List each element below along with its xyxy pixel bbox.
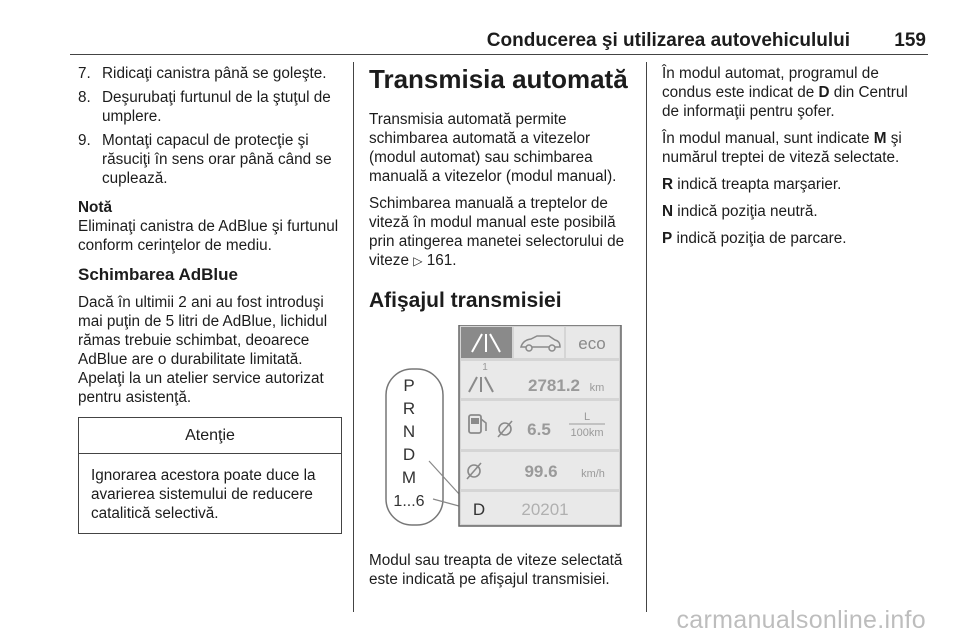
consumption-unit-bottom: 100km: [570, 427, 604, 439]
warning-text: Ignorarea acestora poate duce la avarierea sistemului de reducere catalitică selectivă.: [91, 467, 316, 522]
step-7: [78, 64, 342, 83]
gear-label-n: N: [402, 422, 416, 441]
text: şi numărul treptei de viteză selectate.: [662, 130, 902, 166]
gear-label-d: D: [402, 445, 416, 464]
text: indică poziţia neutră.: [673, 203, 818, 220]
middle-column: [369, 64, 637, 597]
car-wheel-icon: [549, 345, 555, 351]
figure-caption: Modul sau treapta de viteze selectată este indicată pe afişajul transmisiei.: [369, 552, 623, 588]
step-number: 8.: [78, 89, 91, 106]
page-number: 159: [894, 30, 926, 51]
car-wheel-icon: [526, 345, 532, 351]
right-column: [662, 64, 926, 256]
paragraph-park: [662, 229, 926, 248]
column-divider-2: [646, 62, 647, 612]
speed-value: 99.6: [524, 462, 558, 481]
speed-unit: km/h: [581, 468, 605, 480]
left-column: [78, 64, 342, 534]
step-text: Montaţi capacul de protecţie şi răsuciţi în sens orar până când se cuplează.: [102, 132, 332, 187]
note-title: Notă: [78, 199, 112, 216]
page-header: [70, 28, 928, 55]
paragraph-neutral: [662, 202, 926, 221]
tab-car: [514, 327, 564, 358]
section-heading-adblue: Schimbarea AdBlue: [78, 265, 238, 284]
superscript-label: 1: [482, 362, 488, 373]
bold-symbol-d: D: [818, 84, 830, 101]
step-text: Deşurubaţi furtunul de la ştuţul de umplere.: [102, 89, 331, 125]
text: indică treapta marşarier.: [673, 176, 842, 193]
gear-label-manual-range: 1...6: [393, 493, 425, 510]
text: din Centrul de informaţii pentru şofer.: [662, 84, 908, 120]
step-8: [78, 88, 342, 126]
manual-text: Schimbarea manuală a treptelor de viteză în modul manual este posibilă prin atingerea manetei selectorului de viteze: [369, 195, 625, 269]
text: În modul manual, sunt indicate: [662, 130, 874, 147]
warning-title: Atenţie: [79, 418, 341, 454]
column-divider-1: [353, 62, 354, 612]
text: indică poziţia de parcare.: [672, 230, 847, 247]
page-reference[interactable]: 161.: [426, 252, 457, 269]
page-reference-icon: ▷: [413, 254, 423, 268]
odometer-value: 2781.2: [528, 376, 580, 395]
trip-value: 20201: [521, 500, 569, 519]
bold-symbol-p: P: [662, 230, 673, 247]
paragraph-reverse: [662, 175, 926, 194]
text: În modul automat, programul de condus este indicat de: [662, 65, 879, 101]
transmission-intro: Transmisia automată permite schimbarea automată a vitezelor (modul automat) sau schimbarea manuală a vitezelor (modul manual).: [369, 111, 617, 185]
gear-label-p: P: [403, 376, 415, 395]
transmission-display-illustration: [369, 325, 631, 537]
odometer-unit: km: [589, 382, 605, 394]
note-text: Eliminaţi canistra de AdBlue şi furtunul conform cerinţelor de mediu.: [78, 218, 339, 254]
step-text: Ridicaţi canistra până se goleşte.: [102, 65, 327, 82]
bold-symbol-n: N: [662, 203, 674, 220]
subsection-title-display: Afişajul transmisiei: [369, 289, 562, 312]
gear-label-m: M: [401, 468, 417, 487]
section-text-adblue: Dacă în ultimii 2 ani au fost introduşi mai puţin de 5 litri de AdBlue, lichidul rămas trebuie schimbat, deoarece AdBlue are o durabilitate limitată. Apelaţi la un atelier service autorizat pentru asistenţă.: [78, 294, 328, 406]
step-number: 7.: [78, 65, 91, 82]
section-title-transmission: Transmisia automată: [369, 64, 628, 94]
page-title: Conducerea şi utilizarea autovehiculului: [486, 30, 850, 51]
eco-label: eco: [578, 334, 606, 353]
step-number: 9.: [78, 132, 91, 149]
gear-label-r: R: [402, 399, 416, 418]
step-9: [78, 131, 342, 188]
transmission-display-figure: [369, 325, 631, 537]
transmission-manual-text: [369, 194, 637, 271]
paragraph-manual-mode: [662, 129, 926, 167]
fuel-pump-window-icon: [471, 418, 479, 424]
bold-symbol-m: M: [873, 130, 887, 147]
watermark: carmanualsonline.info: [676, 606, 926, 634]
bold-symbol-r: R: [662, 176, 674, 193]
paragraph-auto-mode: [662, 64, 926, 121]
consumption-value: 6.5: [527, 420, 551, 439]
gear-indicator: D: [472, 500, 486, 519]
consumption-unit-top: L: [583, 411, 591, 423]
warning-box: [78, 417, 342, 534]
